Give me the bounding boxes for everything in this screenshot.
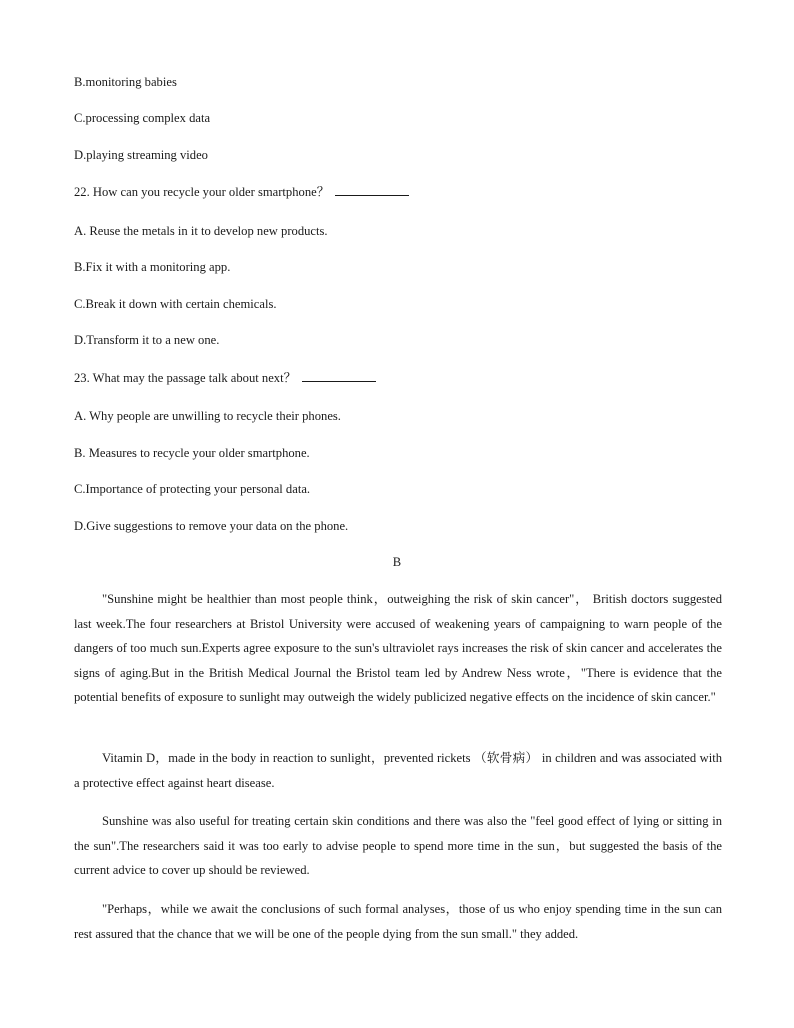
q22-answer-blank xyxy=(335,184,409,196)
q23-option-b: B. Measures to recycle your older smartphone. xyxy=(74,446,310,460)
passage-paragraph-3: Sunshine was also useful for treating certain skin conditions and there was also the "feel good effect of lying or sitting in the sun".The researchers said it was too early to advise people to spend more time in the sun，but suggested the basis of the current advice to cover up should be reviewed. xyxy=(74,814,722,877)
q22-option-a: A. Reuse the metals in it to develop new products. xyxy=(74,224,328,238)
passage-paragraph-2: Vitamin D，made in the body in reaction to sunlight，prevented rickets （软骨病） in children and was associated with a protective effect against heart disease. xyxy=(74,751,722,790)
passage-paragraph-1: "Sunshine might be healthier than most people think，outweighing the risk of skin cancer"， British doctors suggested last week.The four researchers at Bristol University were accused of weakening years of campaigning to warn people of the dangers of too much sun.Experts agree exposure to the sun's ultraviolet rays increases the risk of skin cancer and accelerates the signs of aging.But in the British Medical Journal the Bristol team led by Andrew Ness wrote，"There is evidence that the potential benefits of exposure to sunlight may outweigh the widely publicized negative effects on the incidence of skin cancer." xyxy=(74,592,722,704)
q23-answer-blank xyxy=(302,370,376,382)
q23-option-d: D.Give suggestions to remove your data on the phone. xyxy=(74,519,349,533)
q22-question xyxy=(74,184,409,200)
passage-paragraph-4: "Perhaps，while we await the conclusions of such formal analyses，those of us who enjoy spending time in the sun can rest assured that the chance that we will be one of the people dying from the sun small." they added. xyxy=(74,902,722,941)
q21-option-b: B.monitoring babies xyxy=(74,75,177,89)
q21-option-d: D.playing streaming video xyxy=(74,148,208,162)
q21-option-c: C.processing complex data xyxy=(74,111,211,125)
q23-option-c: C.Importance of protecting your personal data. xyxy=(74,482,311,496)
q22-option-d: D.Transform it to a new one. xyxy=(74,333,220,347)
q23-question xyxy=(74,370,376,386)
section-heading: B xyxy=(392,555,402,569)
q23-option-a: A. Why people are unwilling to recycle their phones. xyxy=(74,409,341,423)
q22-option-b: B.Fix it with a monitoring app. xyxy=(74,260,231,274)
q22-option-c: C.Break it down with certain chemicals. xyxy=(74,297,277,311)
q23-question-text: 23. What may the passage talk about next？ xyxy=(74,371,297,385)
q22-question-text: 22. How can you recycle your older smartphone？ xyxy=(74,185,330,199)
